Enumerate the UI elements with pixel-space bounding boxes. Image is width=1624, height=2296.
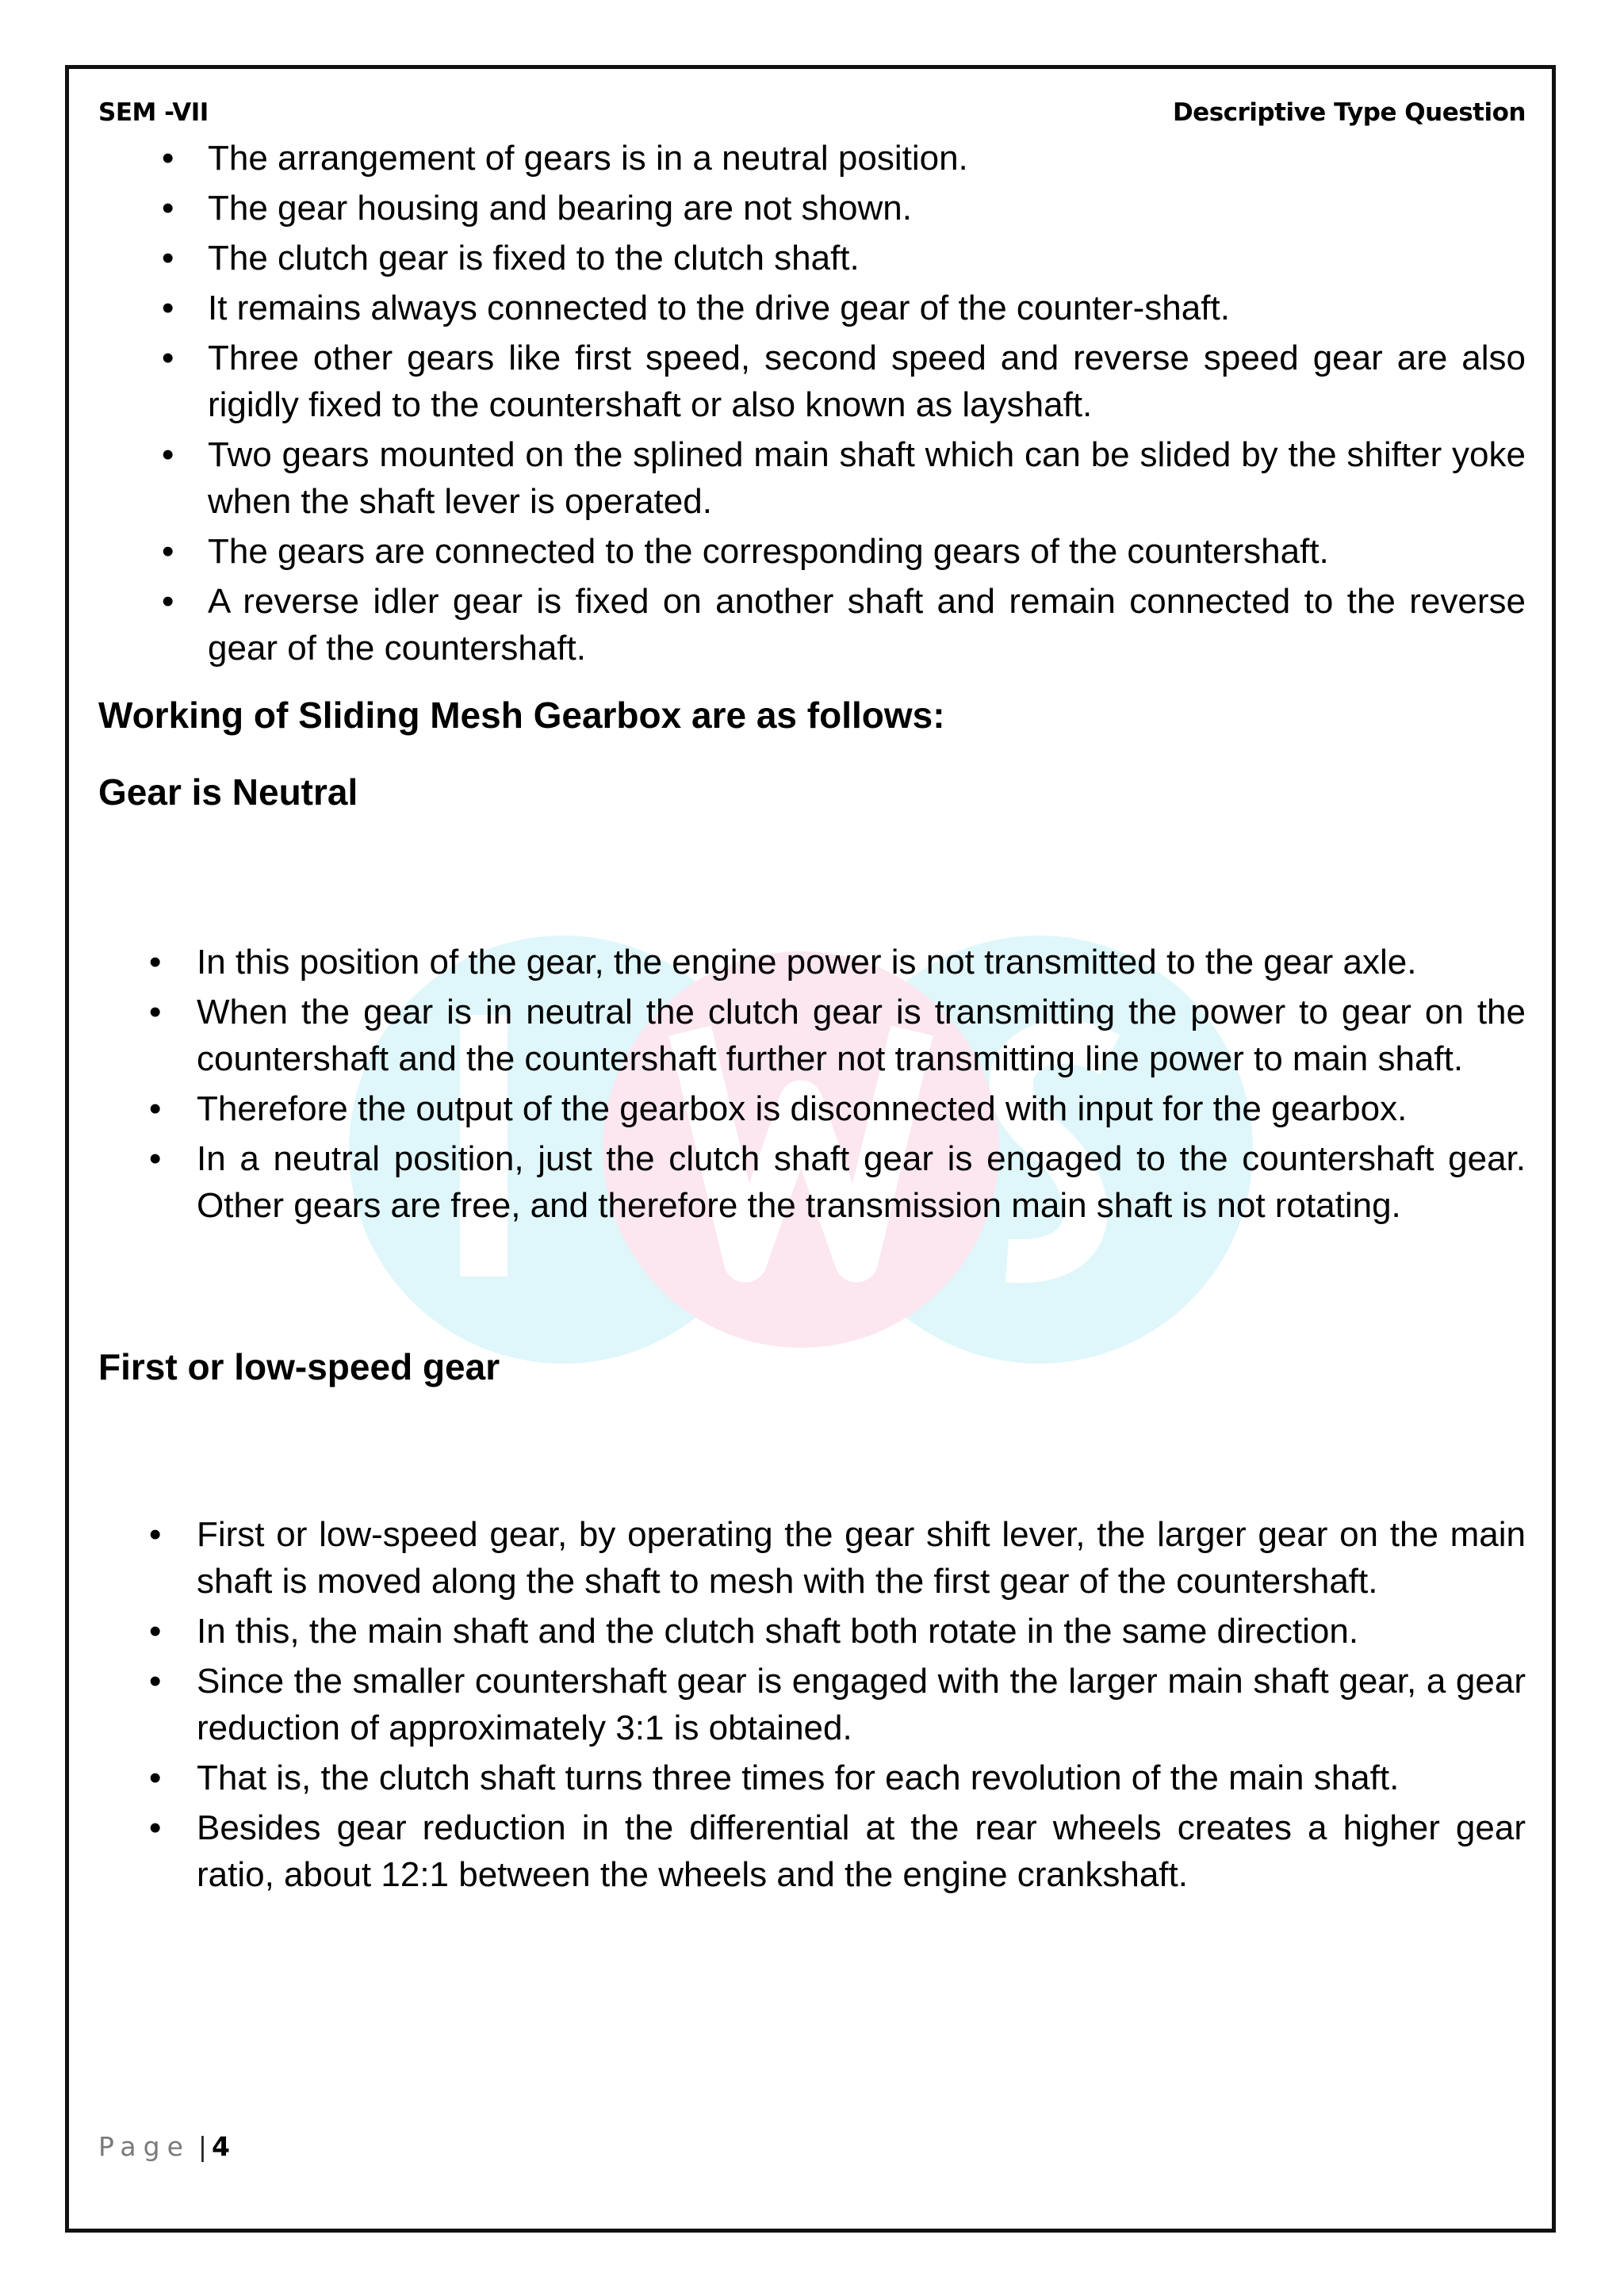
neutral-bullet-list [0, 939, 1624, 1232]
bullet-icon: • [149, 1808, 162, 1847]
list-item [0, 285, 1624, 331]
list-item-text: Besides gear reduction in the differential at the rear wheels creates a higher gear ratio, about 12:1 between the wheels and the engine crankshaft. [197, 1808, 1526, 1894]
list-item [0, 528, 1624, 575]
list-item-text: When the gear is in neutral the clutch gear is transmitting the power to gear on the countershaft and the countershaft further not transmitting line power to main shaft. [197, 993, 1526, 1078]
list-item-text: Since the smaller countershaft gear is engaged with the larger main shaft gear, a gear reduction of approximately 3:1 is obtained. [197, 1662, 1526, 1747]
page-separator: | [197, 2131, 208, 2162]
neutral-heading: Gear is Neutral [98, 771, 358, 813]
bullet-icon: • [162, 435, 174, 474]
list-item-text: A reverse idler gear is fixed on another shaft and remain connected to the reverse gear of the countershaft. [208, 582, 1526, 668]
bullet-icon: • [149, 1089, 162, 1128]
bullet-icon: • [149, 1139, 162, 1178]
list-item-text: The gears are connected to the corresponding gears of the countershaft. [208, 532, 1329, 571]
page-label: Page [98, 2131, 190, 2162]
list-item [0, 235, 1624, 281]
semester-label: SEM -VII [98, 98, 209, 127]
list-item-text: It remains always connected to the drive gear of the counter-shaft. [208, 289, 1230, 327]
list-item [0, 578, 1624, 672]
list-item-text: In a neutral position, just the clutch shaft gear is engaged to the countershaft gear. Other gears are free, and therefore the transmission main shaft is not rotating. [197, 1139, 1526, 1225]
list-item-text: Therefore the output of the gearbox is disconnected with input for the gearbox. [197, 1089, 1408, 1128]
bullet-icon: • [149, 1758, 162, 1797]
list-item-text: The clutch gear is fixed to the clutch shaft. [208, 239, 860, 277]
bullet-icon: • [162, 239, 174, 277]
list-item-text: Two gears mounted on the splined main shaft which can be slided by the shifter yoke when the shaft lever is operated. [208, 435, 1526, 521]
list-item [0, 1608, 1624, 1655]
list-item [0, 989, 1624, 1082]
list-item [0, 135, 1624, 182]
list-item [0, 1804, 1624, 1898]
intro-bullet-list [0, 135, 1624, 675]
list-item-text: The arrangement of gears is in a neutral position. [208, 139, 968, 178]
list-item-text: Three other gears like first speed, second speed and reverse speed gear are also rigidly fixed to the countershaft or also known as layshaft. [208, 339, 1526, 424]
bullet-icon: • [149, 1612, 162, 1651]
working-heading: Working of Sliding Mesh Gearbox are as follows: [98, 695, 945, 736]
question-type-label: Descriptive Type Question [1172, 98, 1526, 127]
bullet-icon: • [149, 1662, 162, 1701]
list-item [0, 1755, 1624, 1801]
list-item-text: That is, the clutch shaft turns three times for each revolution of the main shaft. [197, 1758, 1400, 1797]
bullet-icon: • [162, 189, 174, 228]
bullet-icon: • [162, 289, 174, 327]
list-item-text: In this position of the gear, the engine power is not transmitted to the gear axle. [197, 943, 1417, 982]
list-item [0, 431, 1624, 525]
bullet-icon: • [162, 582, 174, 621]
list-item-text: In this, the main shaft and the clutch shaft both rotate in the same direction. [197, 1612, 1359, 1651]
bullet-icon: • [162, 339, 174, 377]
page-number: 4 [212, 2131, 230, 2162]
list-item [0, 939, 1624, 985]
first-gear-bullet-list [0, 1511, 1624, 1901]
list-item [0, 1085, 1624, 1132]
page-footer [98, 2131, 230, 2162]
bullet-icon: • [162, 139, 174, 178]
list-item [0, 1511, 1624, 1605]
bullet-icon: • [149, 993, 162, 1031]
bullet-icon: • [149, 1515, 162, 1554]
first-gear-heading: First or low-speed gear [98, 1346, 500, 1387]
bullet-icon: • [149, 943, 162, 982]
list-item-text: First or low-speed gear, by operating the gear shift lever, the larger gear on the main shaft is moved along the shaft to mesh with the first gear of the countershaft. [197, 1515, 1526, 1601]
list-item [0, 1658, 1624, 1751]
list-item [0, 335, 1624, 428]
list-item [0, 185, 1624, 232]
list-item [0, 1135, 1624, 1229]
bullet-icon: • [162, 532, 174, 571]
list-item-text: The gear housing and bearing are not shown. [208, 189, 912, 228]
